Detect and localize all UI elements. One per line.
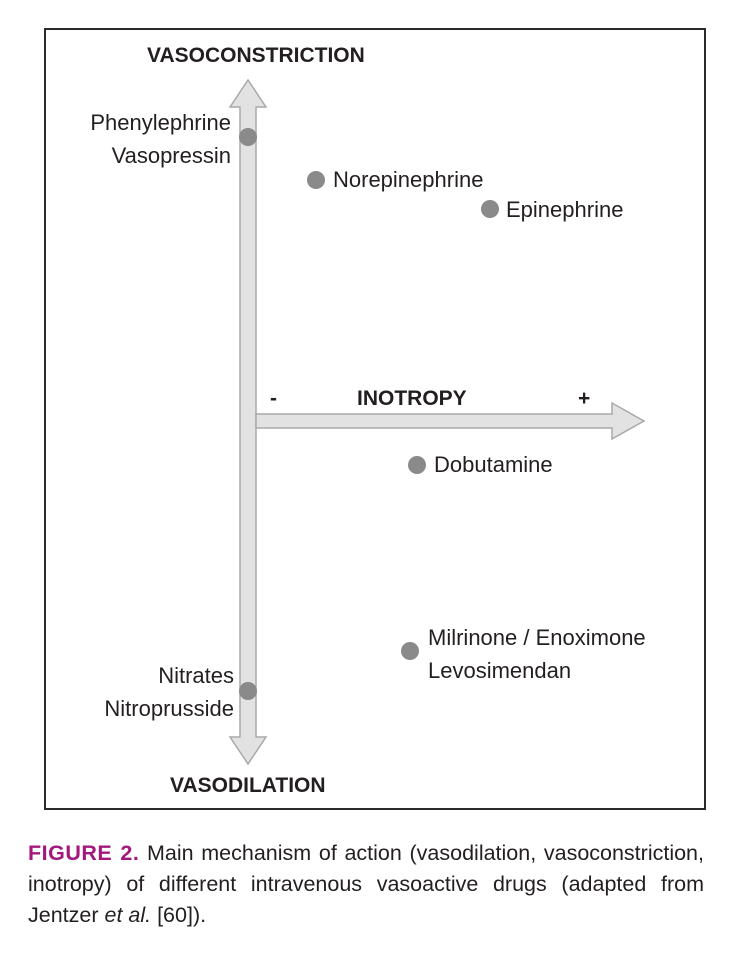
dot-epinephrine [481,200,499,218]
caption-text-2: [60]). [151,903,207,927]
vasoconstriction-label: VASOCONSTRICTION [147,44,365,67]
dot-milrinone-levosimendan [401,642,419,660]
label-nitroprusside: Nitroprusside [104,696,234,721]
label-dobutamine: Dobutamine [434,452,553,477]
figure-label: FIGURE 2. [28,841,140,865]
dot-nitrates-nitroprusside [239,682,257,700]
caption-text-italic: et al. [104,903,152,927]
label-nitrates: Nitrates [158,663,234,688]
figure-caption [28,838,704,931]
dot-phenylephrine-vasopressin [239,128,257,146]
label-vasopressin: Vasopressin [111,143,231,168]
inotropy-plus: + [578,387,591,410]
label-phenylephrine: Phenylephrine [90,110,231,135]
label-milrinone: Milrinone / Enoximone [428,625,646,650]
inotropy-label: INOTROPY [357,387,467,410]
label-epinephrine: Epinephrine [506,197,624,222]
label-norepinephrine: Norepinephrine [333,167,484,192]
dot-dobutamine [408,456,426,474]
label-levosimendan: Levosimendan [428,658,572,683]
caption-text-1: Main mechanism of action (vasodilation, vasoconstriction, inotropy) of different intravenous vasoactive drugs (adapted from Jentzer [28,841,704,927]
dot-norepinephrine [307,171,325,189]
vasodilation-label: VASODILATION [170,774,326,797]
inotropy-minus: - [270,387,277,410]
